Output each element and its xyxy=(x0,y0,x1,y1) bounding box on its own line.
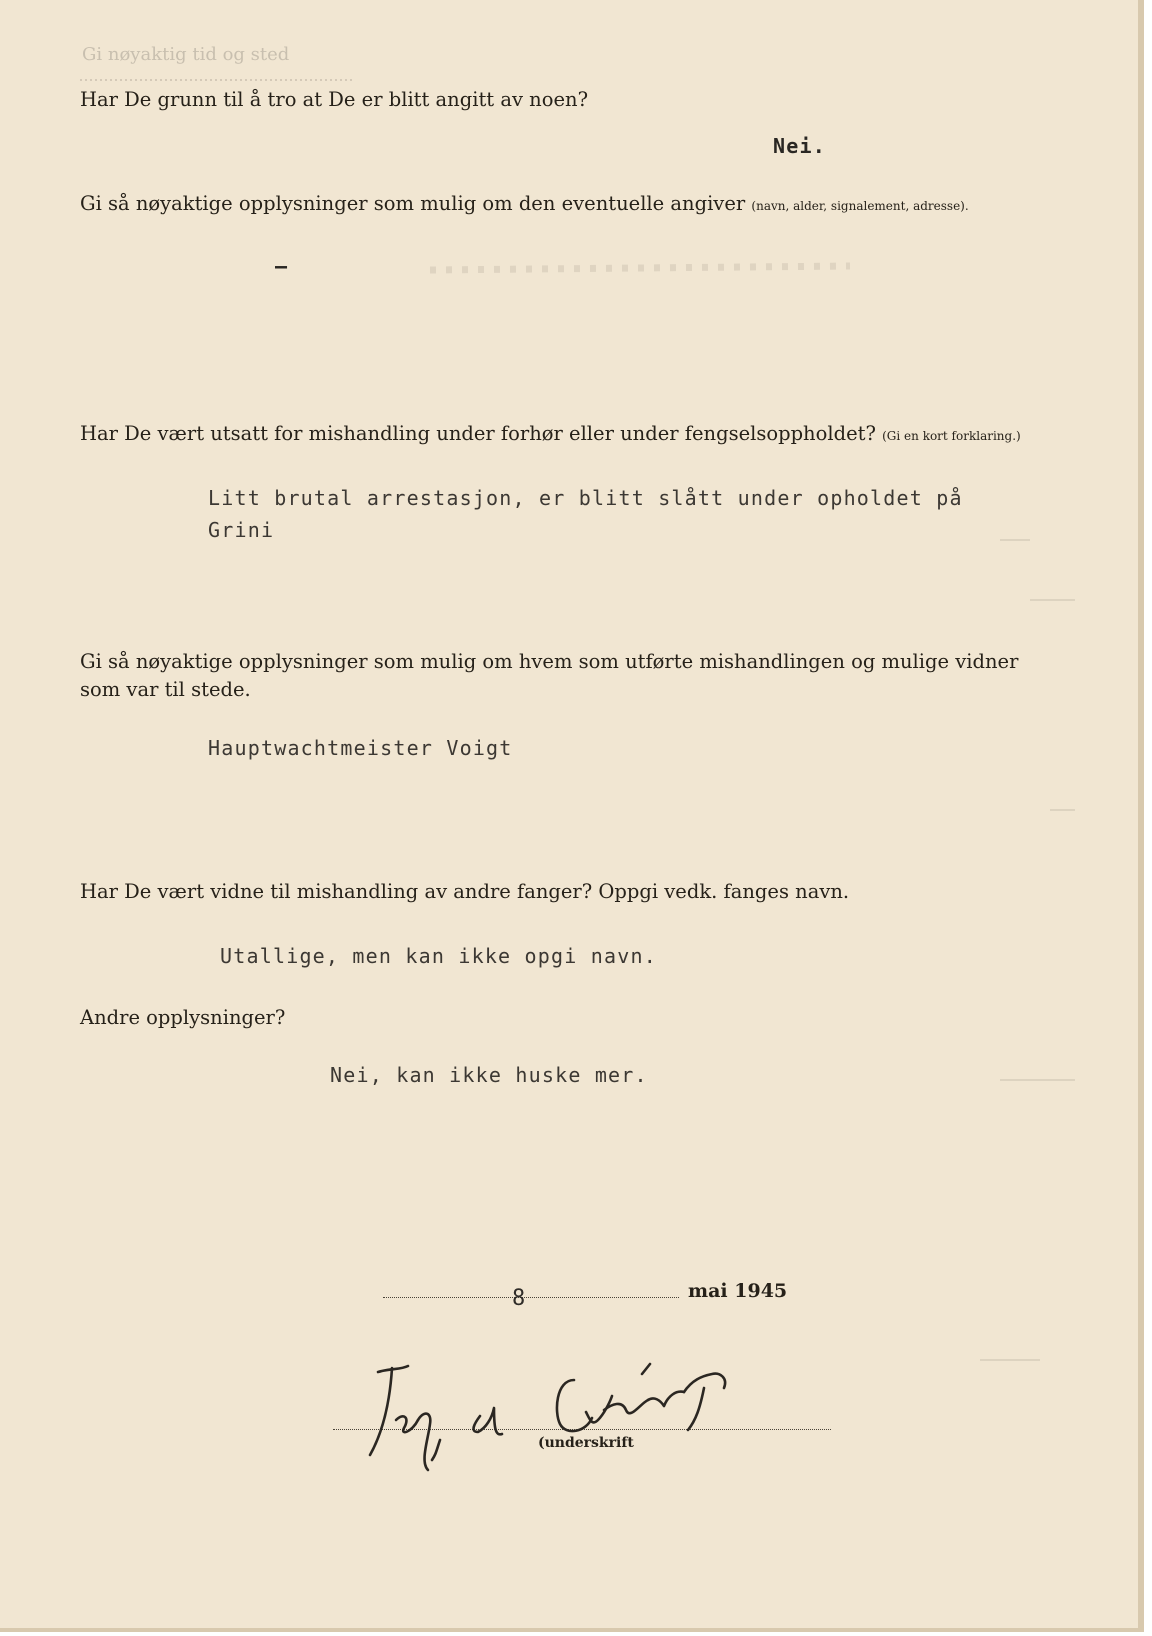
question-mistreatment-note: (Gi en kort forklaring.) xyxy=(882,429,1021,443)
answer-witness: Utallige, men kan ikke opgi navn. xyxy=(220,944,657,968)
question-other-info: Andre opplysninger? xyxy=(80,1006,286,1029)
question-mistreatment-text: Har De vært utsatt for mishandling under forhør eller under fengselsoppholdet? xyxy=(80,422,876,445)
faint-show-through-header: Gi nøyaktig tid og sted xyxy=(82,44,290,65)
answer-perpetrator: Hauptwachtmeister Voigt xyxy=(208,736,513,760)
answer-denounced: Nei. xyxy=(773,134,826,158)
signature-caption: (underskrift xyxy=(538,1435,634,1451)
answer-mistreatment-line2: Grini xyxy=(208,518,275,542)
question-denounced: Har De grunn til å tro at De er blitt angitt av noen? xyxy=(80,88,589,111)
handwritten-signature xyxy=(370,1364,725,1470)
answer-informer-details: – xyxy=(275,254,289,278)
date-month-year: mai 1945 xyxy=(688,1280,788,1302)
question-informer-text: Gi så nøyaktige opplysninger som mulig om den eventuelle angiver xyxy=(80,192,746,215)
question-perpetrator-line2: som var til stede. xyxy=(80,678,251,701)
question-witness: Har De vært vidne til mishandling av andre fanger? Oppgi vedk. fanges navn. xyxy=(80,880,850,903)
answer-mistreatment-line1: Litt brutal arrestasjon, er blitt slått under opholdet på xyxy=(208,486,963,510)
answer-other-info: Nei, kan ikke huske mer. xyxy=(330,1063,648,1087)
question-informer-note: (navn, alder, signalement, adresse). xyxy=(751,199,969,213)
question-perpetrator-line1: Gi så nøyaktige opplysninger som mulig om hvem som utførte mishandlingen og mulige vidner xyxy=(80,650,1019,673)
date-day: 8 xyxy=(512,1286,526,1311)
